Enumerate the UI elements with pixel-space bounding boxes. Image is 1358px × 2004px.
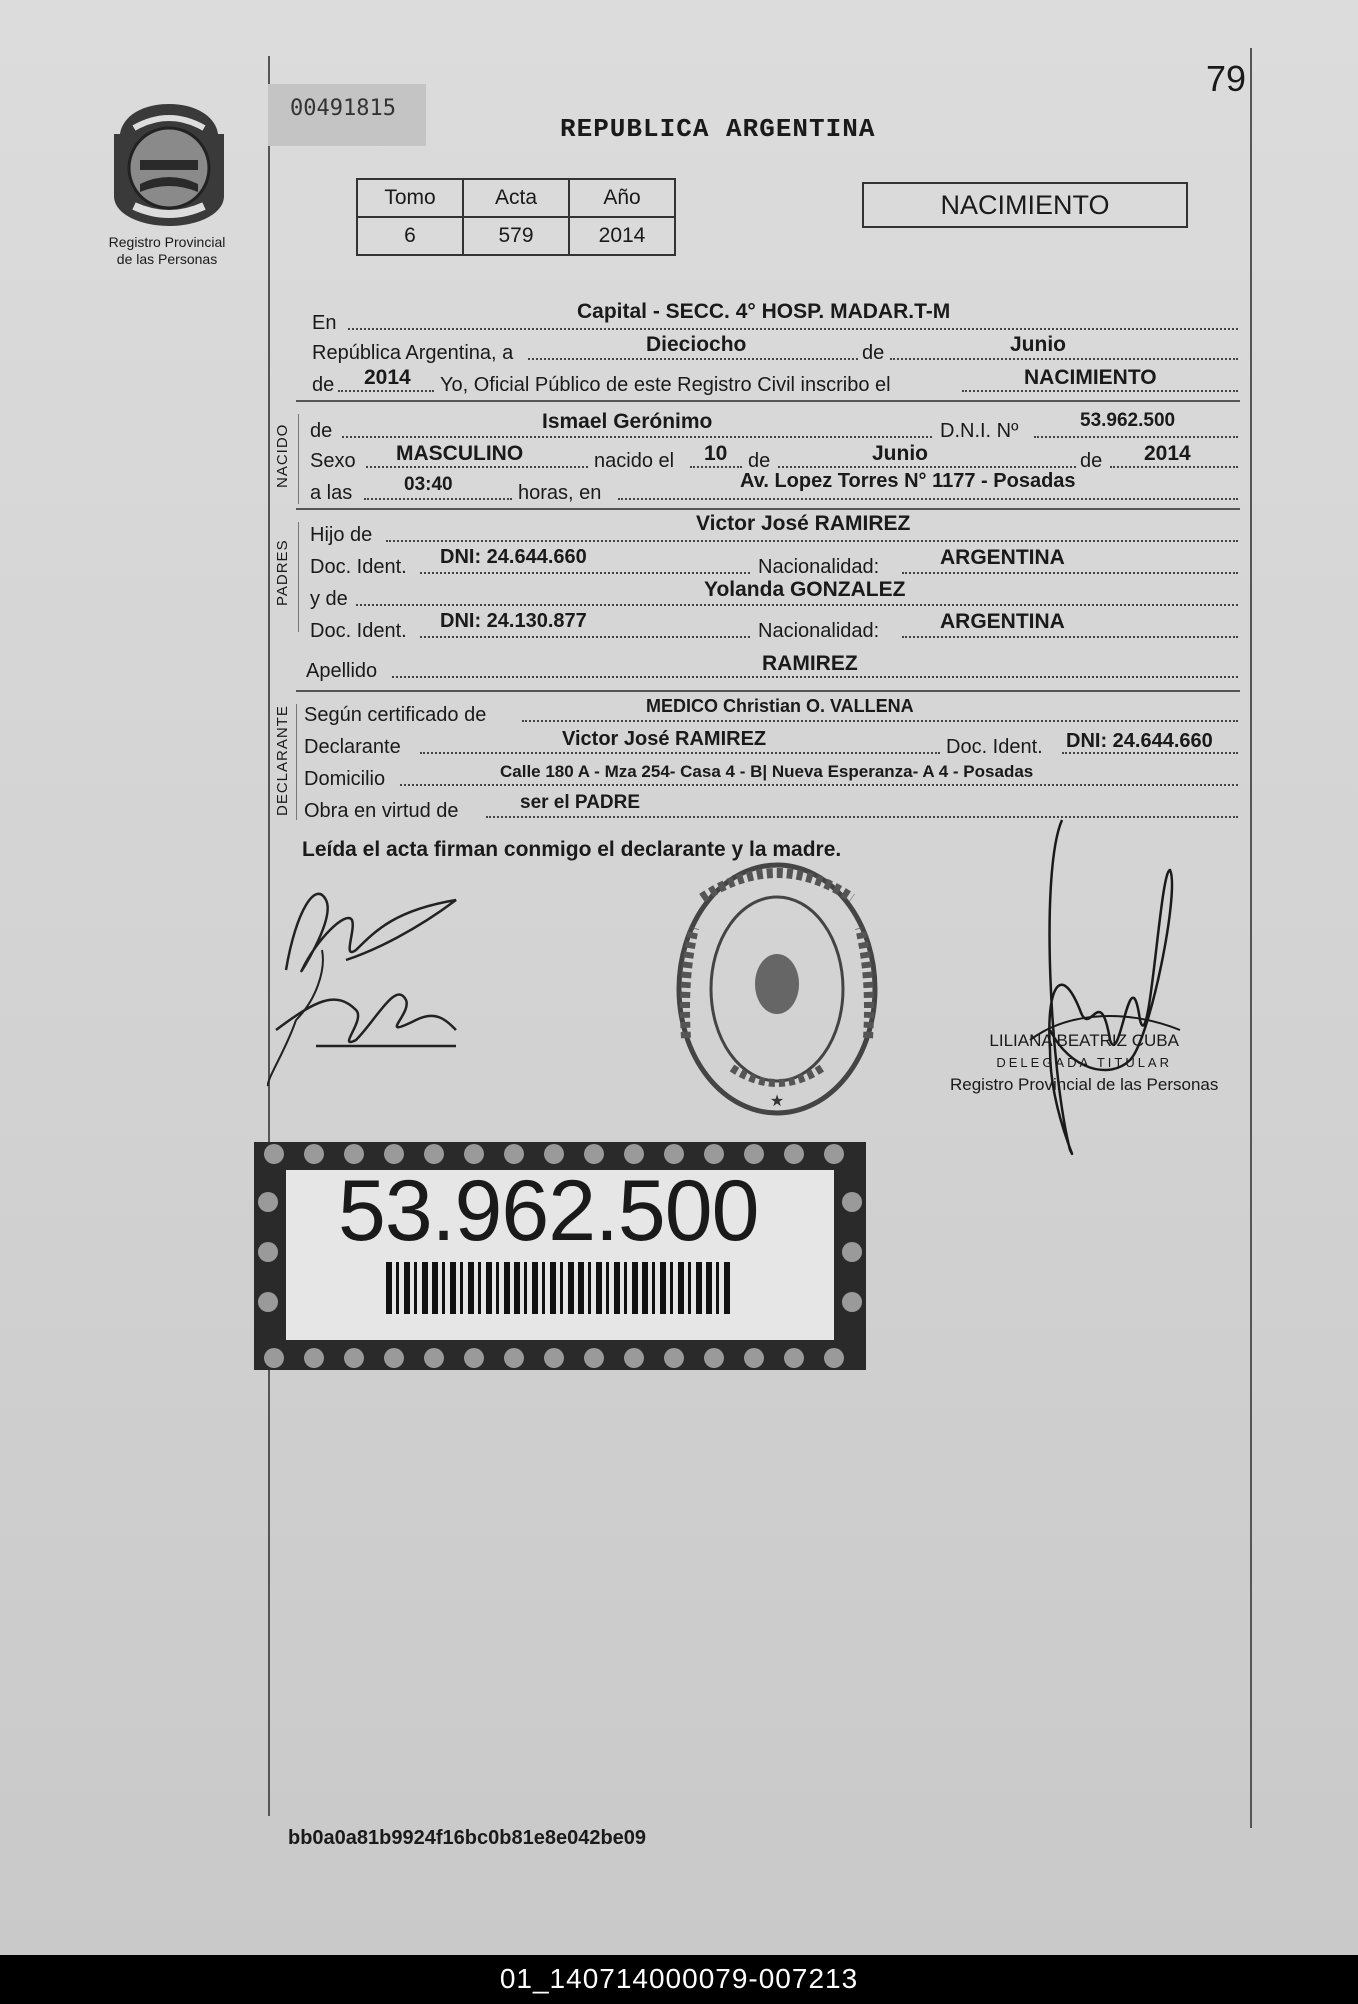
record-month: Junio bbox=[1010, 333, 1066, 356]
dotted-line bbox=[338, 390, 434, 392]
section-divider bbox=[296, 508, 1240, 510]
registry-table bbox=[356, 178, 676, 256]
father-dni: DNI: 24.644.660 bbox=[440, 546, 587, 568]
inscribed-type: NACIMIENTO bbox=[1024, 366, 1157, 389]
dotted-line bbox=[528, 358, 858, 360]
declarant-signature-icon bbox=[256, 850, 476, 1090]
mother-doc-label: Doc. Ident. bbox=[310, 620, 407, 642]
closing-statement: Leída el acta firman conmigo el declarante y la madre. bbox=[302, 838, 842, 861]
dotted-line bbox=[356, 604, 1238, 606]
dotted-line bbox=[962, 390, 1238, 392]
mother-nationality-label: Nacionalidad: bbox=[758, 620, 880, 642]
father-nationality-label: Nacionalidad: bbox=[758, 556, 880, 578]
section-divider bbox=[296, 690, 1240, 692]
child-dni: 53.962.500 bbox=[1080, 410, 1176, 431]
child-name: Ismael Gerónimo bbox=[542, 410, 713, 433]
section-label-declarante: DECLARANTE bbox=[274, 705, 291, 816]
anio-value: 2014 bbox=[569, 217, 675, 255]
horas-label: horas, en bbox=[518, 482, 602, 504]
declarant-address: Calle 180 A - Mza 254- Casa 4 - B| Nueva Esperanza- A 4 - Posadas bbox=[500, 762, 1034, 781]
declarant-relationship: ser el PADRE bbox=[520, 792, 641, 813]
child-sex: MASCULINO bbox=[396, 442, 524, 465]
sexo-label: Sexo bbox=[310, 450, 356, 472]
dotted-line bbox=[890, 358, 1238, 360]
birth-day: 10 bbox=[704, 442, 728, 465]
obra-label: Obra en virtud de bbox=[304, 800, 459, 822]
place-of-record: Capital - SECC. 4° HOSP. MADAR.T-M bbox=[577, 300, 951, 323]
yo-label: Yo, Oficial Público de este Registro Civil inscribo el bbox=[440, 374, 891, 396]
dotted-line bbox=[618, 498, 1238, 500]
dotted-line bbox=[1034, 436, 1238, 438]
dotted-line bbox=[364, 498, 512, 500]
barcode-number: 53.962.500 bbox=[338, 1163, 759, 1259]
officer-org: Registro Provincial de las Personas bbox=[950, 1075, 1219, 1094]
tomo-value: 6 bbox=[357, 217, 463, 255]
dotted-line bbox=[902, 636, 1238, 638]
father-name: Victor José RAMIREZ bbox=[696, 512, 911, 535]
nacido-el-label: nacido el bbox=[594, 450, 675, 472]
dotted-line bbox=[392, 676, 1238, 678]
y-de-label: y de bbox=[310, 588, 348, 610]
birth-month: Junio bbox=[872, 442, 928, 465]
dni-label: D.N.I. Nº bbox=[940, 420, 1019, 442]
officer-role: DELEGADA TITULAR bbox=[996, 1055, 1172, 1070]
right-margin-line bbox=[1250, 48, 1252, 1828]
nacido-de3-label: de bbox=[1080, 450, 1103, 472]
declarant-dni: DNI: 24.644.660 bbox=[1066, 730, 1213, 752]
acta-value: 579 bbox=[463, 217, 569, 255]
dotted-line bbox=[522, 720, 1238, 722]
svg-text:★: ★ bbox=[769, 1093, 785, 1110]
a-las-label: a las bbox=[310, 482, 353, 504]
birth-year: 2014 bbox=[1144, 442, 1191, 465]
mother-name: Yolanda GONZALEZ bbox=[704, 578, 906, 601]
page-title: REPUBLICA ARGENTINA bbox=[560, 114, 876, 144]
dotted-line bbox=[778, 466, 1076, 468]
apellido-label: Apellido bbox=[306, 660, 378, 682]
tomo-header: Tomo bbox=[357, 179, 463, 217]
section-bracket bbox=[298, 414, 299, 504]
record-year: 2014 bbox=[364, 366, 411, 389]
officer-signature-icon bbox=[1010, 810, 1190, 1170]
surname: RAMIREZ bbox=[762, 652, 858, 675]
father-nationality: ARGENTINA bbox=[940, 546, 1065, 569]
record-day: Dieciocho bbox=[646, 333, 747, 356]
logo-caption: Registro Provincial de las Personas bbox=[108, 234, 226, 267]
de2-label: de bbox=[312, 374, 335, 396]
dotted-line bbox=[1062, 752, 1238, 754]
dotted-line bbox=[690, 466, 742, 468]
section-bracket bbox=[298, 522, 299, 632]
dotted-line bbox=[420, 752, 940, 754]
section-bracket bbox=[296, 704, 297, 820]
nacido-de2-label: de bbox=[748, 450, 771, 472]
dotted-line bbox=[420, 636, 750, 638]
record-type-box: NACIMIENTO bbox=[862, 182, 1188, 228]
official-seal-stamp bbox=[672, 858, 882, 1120]
page-number: 79 bbox=[1205, 58, 1246, 99]
certificate-issuer: MEDICO Christian O. VALLENA bbox=[646, 696, 914, 716]
officer-name: LILIANA BEATRIZ CUBA bbox=[989, 1031, 1179, 1050]
birth-time: 03:40 bbox=[404, 474, 453, 495]
document-hash: bb0a0a81b9924f16bc0b81e8e042be09 bbox=[288, 1827, 647, 1849]
dotted-line bbox=[342, 436, 932, 438]
republica-label: República Argentina, a bbox=[312, 342, 514, 364]
dotted-line bbox=[348, 328, 1238, 330]
hijo-de-label: Hijo de bbox=[310, 524, 373, 546]
serial-number: 00491815 bbox=[268, 84, 426, 146]
birth-place: Av. Lopez Torres N° 1177 - Posadas bbox=[740, 470, 1076, 492]
declarante-label: Declarante bbox=[304, 736, 401, 758]
dotted-line bbox=[420, 572, 750, 574]
province-seal-icon bbox=[100, 100, 238, 230]
cert-label: Según certificado de bbox=[304, 704, 487, 726]
en-label: En bbox=[312, 312, 337, 334]
anio-header: Año bbox=[569, 179, 675, 217]
section-divider bbox=[296, 400, 1240, 402]
file-id-bar: 01_140714000079-007213 bbox=[0, 1955, 1358, 2004]
dotted-line bbox=[366, 466, 588, 468]
father-doc-label: Doc. Ident. bbox=[310, 556, 407, 578]
dotted-line bbox=[400, 784, 1238, 786]
de-label: de bbox=[862, 342, 885, 364]
declarant-name: Victor José RAMIREZ bbox=[562, 728, 767, 750]
section-label-nacido: NACIDO bbox=[274, 423, 291, 488]
dotted-line bbox=[386, 540, 1238, 542]
dotted-line bbox=[1110, 466, 1238, 468]
domicilio-label: Domicilio bbox=[304, 768, 386, 790]
mother-dni: DNI: 24.130.877 bbox=[440, 610, 587, 632]
mother-nationality: ARGENTINA bbox=[940, 610, 1065, 633]
section-label-padres: PADRES bbox=[274, 539, 291, 606]
acta-header: Acta bbox=[463, 179, 569, 217]
declarant-doc-label: Doc. Ident. bbox=[946, 736, 1043, 758]
dotted-line bbox=[902, 572, 1238, 574]
nacido-de-label: de bbox=[310, 420, 333, 442]
